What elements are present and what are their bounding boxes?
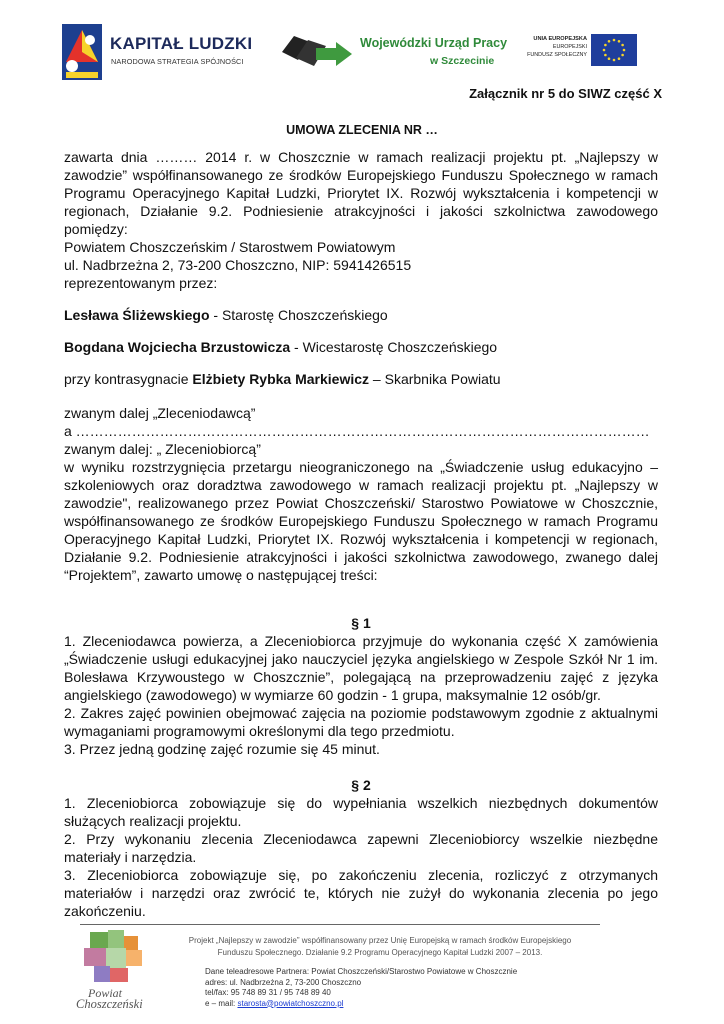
footer-address: adres: ul. Nadbrzeżna 2, 73-200 Choszczno <box>205 977 362 987</box>
kapital-ludzki-emblem-icon <box>58 22 106 82</box>
annex-label: Załącznik nr 5 do SIWZ część X <box>469 86 662 101</box>
contract-body <box>64 148 658 920</box>
intro-paragraph: zawarta dnia ……… 2014 r. w Choszcznie w ramach realizacji projektu pt. „Najlepszy w zawodzie” współfinansowanego ze środków Europejskiego Funduszu Społecznego w ramach Programu Operacyjnego Kapitał Ludzki, Priorytet IX. Rozwój wykształcenia i kompetencji w regionach, Działanie 9.2. Podniesienie atrakcyjności i jakości szkolnictwa zawodowego pomiędzy: <box>64 149 658 237</box>
header-logos <box>58 18 658 82</box>
footer-divider <box>80 924 600 925</box>
eu-line2: EUROPEJSKI <box>552 44 587 50</box>
rep1-role: - Starostę Choszczeńskiego <box>209 307 388 323</box>
section-1-point-2: 2. Zakres zajęć powinien obejmować zajęcia na poziomie podstawowym zgodnie z aktualnymi wymaganiami programowymi określonymi dla tego przedmiotu. <box>64 705 658 739</box>
footer-partner: Dane teleadresowe Partnera: Powiat Choszczeński/Starostwo Powiatowe w Choszcznie <box>205 967 518 976</box>
party1-address: ul. Nadbrzeżna 2, 73-200 Choszczno, NIP: 5941426515 <box>64 257 412 273</box>
wup-title: Wojewódzki Urząd Pracy <box>360 36 508 50</box>
footer-phone: tel/fax: 95 748 89 31 / 95 748 89 40 <box>205 988 331 997</box>
party2-line: a …………………………………………………………………………………………………………… <box>64 423 650 439</box>
section-2-point-2: 2. Przy wykonaniu zlecenia Zleceniodawca zapewni Zleceniobiorcy wszelkie niezbędne materiały i narzędzia. <box>64 831 658 865</box>
result-paragraph: w wyniku rozstrzygnięcia przetargu nieograniczonego na „Świadczenie usług edukacyjno – szkoleniowych oraz doradztwa zawodowego w ramach realizacji projektu pt. „Najlepszy w zawodzie", realizowanego przez Powiat Choszczeński/ Starostwo Powiatowe w Choszcznie, współfinansowanego ze środków Europejskiego Funduszu Społecznego w ramach Programu Operacyjnego Kapitał Ludzki, Priorytet IX. Rozwój wykształcenia i kompetencji w regionach, Działanie 9.2. Podniesienie atrakcyjności i jakości szkolnictwa zawodowego, zwanego dalej “Projektem”, zawarto umowę o następującej treści: <box>64 459 658 583</box>
section-1-point-3: 3. Przez jedną godzinę zajęć rozumie się 45 minut. <box>64 741 380 757</box>
powiat-logo-line1: Powiat <box>88 986 123 1000</box>
rep2-role: - Wicestarostę Choszczeńskiego <box>290 339 498 355</box>
kapital-ludzki-title: KAPITAŁ LUDZKI <box>110 34 253 53</box>
contract-title: UMOWA ZLECENIA NR … <box>286 123 438 137</box>
eu-flag-icon <box>591 34 637 66</box>
representative-2 <box>64 338 658 356</box>
kapital-ludzki-logo <box>58 22 258 82</box>
powiat-logo-line2: Choszczeński <box>76 997 143 1011</box>
wup-subtitle: w Szczecinie <box>430 55 495 67</box>
powiat-logo <box>74 928 154 1012</box>
footer-project-note <box>160 935 600 959</box>
represented-by: reprezentowanym przez: <box>64 275 218 291</box>
wup-logo <box>280 28 510 78</box>
party1-name: Powiatem Choszczeńskim / Starostwem Powiatowym <box>64 239 396 255</box>
eu-logo <box>513 34 633 70</box>
section-2-heading: § 2 <box>351 777 371 793</box>
footer-email-link[interactable]: starosta@powiatchoszczno.pl <box>237 998 344 1008</box>
countersign-name: Elżbiety Rybka Markiewicz <box>192 371 370 387</box>
countersignature <box>64 370 658 388</box>
countersign-role: – Skarbnika Powiatu <box>369 371 501 387</box>
footer-contact <box>205 967 605 1009</box>
called-contractee: zwanym dalej: „ Zleceniobiorcą” <box>64 441 261 457</box>
section-2-point-1: 1. Zleceniobiorca zobowiązuje się do wypełniania wszelkich niezbędnych dokumentów służących realizacji projektu. <box>64 795 658 829</box>
called-contractor: zwanym dalej „Zleceniodawcą” <box>64 405 256 421</box>
footer-email-label: e – mail: <box>205 998 238 1008</box>
kapital-ludzki-subtitle: NARODOWA STRATEGIA SPÓJNOŚCI <box>111 57 244 66</box>
eu-line3: FUNDUSZ SPOŁECZNY <box>527 52 587 58</box>
footer-email-row <box>205 999 605 1010</box>
countersign-prefix: przy kontrasygnacie <box>64 371 193 387</box>
representative-1 <box>64 306 658 324</box>
eu-line1: UNIA EUROPEJSKA <box>533 36 587 42</box>
section-1-heading: § 1 <box>351 615 371 631</box>
rep1-name: Lesława Śliżewskiego <box>64 307 210 323</box>
rep2-name: Bogdana Wojciecha Brzustowicza <box>64 339 291 355</box>
section-2-point-3: 3. Zleceniobiorca zobowiązuje się, po zakończeniu zlecenia, rozliczyć z otrzymanych materiałów i narzędzi oraz zwrócić te, których nie zużył do wykonania zlecenia po jego zakończeniu. <box>64 867 658 919</box>
footer-project-line1: Projekt „Najlepszy w zawodzie” współfinansowany przez Unię Europejską w ramach środków Europejskiego <box>188 936 572 945</box>
footer-project-line2: Funduszu Społecznego. Działanie 9.2 Programu Operacyjnego Kapitał Ludzki 2007 – 2013. <box>217 948 543 957</box>
section-1-point-1: 1. Zleceniodawca powierza, a Zleceniobiorca przyjmuje do wykonania część X zamówienia „Świadczenie usługi edukacyjnej jako nauczyciel języka angielskiego w Zespole Szkół Nr 1 im. Bolesława Krzywoustego w Choszcznie”, polegającą na przeprowadzeniu zajęć z języka angielskiego (zawodowego) w wymiarze 60 godzin - 1 grupa, maksymalnie 12 osób/gr. <box>64 633 658 703</box>
powiat-emblem-icon <box>74 928 154 988</box>
wup-emblem-icon <box>280 28 354 72</box>
